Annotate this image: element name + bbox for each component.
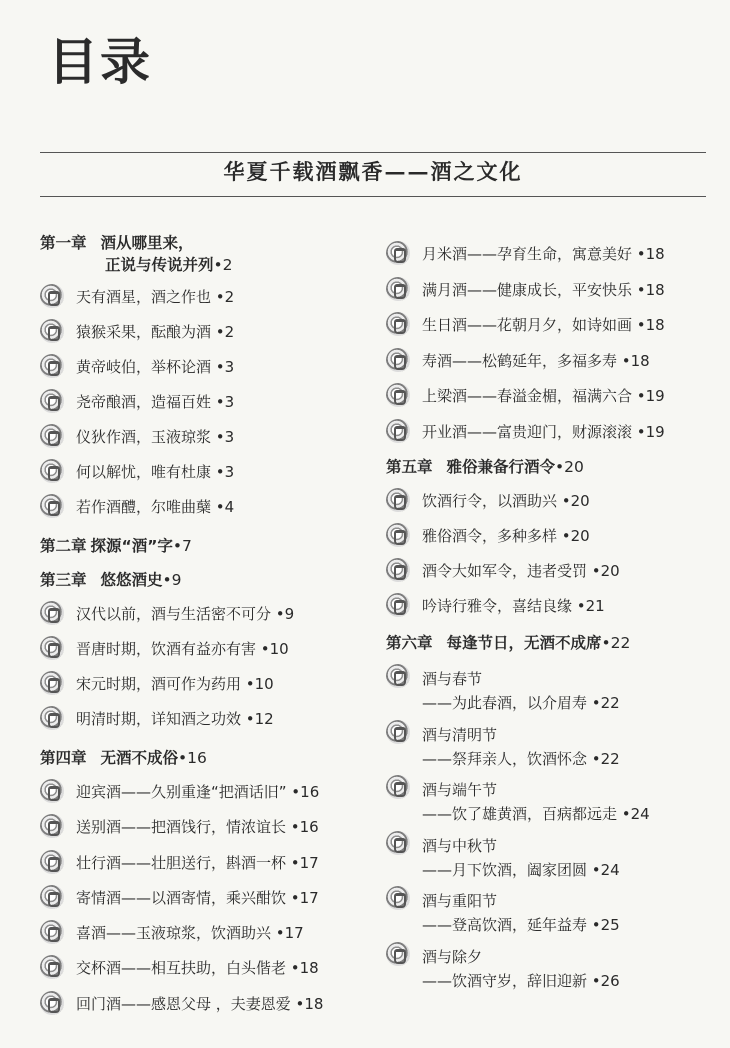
wine-seal-icon [386,348,410,372]
toc-entry[interactable] [386,523,716,558]
wine-seal-icon [40,779,64,803]
toc-entry[interactable] [386,277,716,313]
wine-seal-icon [40,459,64,483]
wine-seal-icon [40,284,64,308]
wine-seal-icon [386,942,410,966]
toc-chapter-3[interactable]: 第三章 悠悠酒史•9 [40,571,182,589]
toc-chapter-1[interactable]: 第一章 酒从哪里来， 正说与传说并列•2 [40,234,233,274]
toc-entry[interactable] [40,706,370,741]
subtitle-rule-bottom [40,196,706,197]
toc-entry-label: 迎宾酒——久别重逢“把酒话旧” •16 [76,783,320,801]
toc-entry-label: 酒令大如军令，违者受罚 •20 [422,562,620,580]
toc-entry[interactable] [40,991,370,1026]
toc-chapter-4[interactable]: 第四章 无酒不成俗•16 [40,749,207,767]
wine-seal-icon [40,601,64,625]
toc-entry-label: 寿酒——松鹤延年，多福多寿 •18 [422,351,650,370]
wine-seal-icon [386,383,410,407]
toc-left-column [40,232,370,1026]
wine-seal-icon [40,850,64,874]
toc-entry-label: 开业酒——富贵迎门，财源滚滚 •19 [422,422,665,441]
toc-entry[interactable] [386,558,716,593]
toc-entry-label: 送别酒——把酒饯行，情浓谊长 •16 [76,818,319,837]
toc-entry-subtitle: ——祭拜亲人，饮酒怀念 •22 [422,749,620,768]
toc-entry[interactable] [386,488,716,523]
wine-seal-icon [386,488,410,512]
wine-seal-icon [40,706,64,730]
toc-entry-label: 汉代以前，酒与生活密不可分 •9 [76,605,295,623]
toc-entry-label: 月米酒——孕育生命，寓意美好 •18 [422,245,665,263]
wine-seal-icon [386,593,410,617]
toc-entry-label: 喜酒——玉液琼浆，饮酒助兴 •17 [76,924,304,943]
toc-entry-subtitle: ——月下饮酒，阖家团圆 •24 [422,860,620,879]
toc-chapter-6[interactable]: 第六章 每逢节日，无酒不成席•22 [386,634,631,652]
toc-entry-title: 酒与中秋节 [422,836,498,855]
section-subtitle: 华夏千载酒飘香——酒之文化 [223,159,523,184]
toc-entry[interactable] [386,775,716,831]
toc-entry-label [422,886,620,937]
toc-entry-label: 吟诗行雅令，喜结良缘 •21 [422,597,605,615]
toc-entry-label [422,831,620,882]
toc-entry[interactable] [386,720,716,776]
toc-chapter-2[interactable]: 第二章 探源“酒”字•7 [40,537,192,555]
wine-seal-icon [40,671,64,695]
wine-seal-icon [40,814,64,838]
toc-entry-label [422,942,620,993]
toc-entry-label: 晋唐时期，饮酒有益亦有害 •10 [76,640,289,658]
wine-seal-icon [386,523,410,547]
toc-entry[interactable] [40,424,370,459]
toc-entry[interactable] [40,779,370,814]
wine-seal-icon [386,312,410,336]
toc-entry-subtitle: ——饮酒守岁，辞旧迎新 •26 [422,971,620,990]
toc-entry[interactable] [40,389,370,424]
wine-seal-icon [386,277,410,301]
toc-entry-label: 雅俗酒令，多种多样 •20 [422,527,590,545]
toc-entry-subtitle: ——登高饮酒，延年益寿 •25 [422,916,620,934]
toc-chapter-5[interactable]: 第五章 雅俗兼备行酒令•20 [386,458,584,476]
toc-entry-label: 黄帝岐伯，举杯论酒 •3 [76,358,235,376]
toc-entry[interactable] [386,942,716,998]
toc-entry-label: 天有酒星，酒之作也 •2 [76,288,235,306]
toc-entry[interactable] [40,920,370,955]
wine-seal-icon [386,831,410,855]
wine-seal-icon [40,354,64,378]
toc-entry[interactable] [386,312,716,348]
toc-entry-label: 宋元时期，酒可作为药用 •10 [76,675,274,693]
page-title: 目录 [48,33,152,91]
wine-seal-icon [40,955,64,979]
subtitle-rule-top [40,152,706,153]
toc-entry-subtitle: ——为此春酒，以介眉寿 •22 [422,694,620,712]
wine-seal-icon [40,920,64,944]
toc-entry[interactable] [40,814,370,849]
toc-entry[interactable] [40,671,370,706]
toc-entry-label: 生日酒——花朝月夕，如诗如画 •18 [422,316,665,334]
toc-entry[interactable] [40,885,370,920]
wine-seal-icon [40,319,64,343]
toc-entry[interactable] [40,354,370,389]
wine-seal-icon [386,720,410,744]
toc-entry-label: 尧帝酿酒，造福百姓 •3 [76,393,235,411]
wine-seal-icon [40,389,64,413]
toc-entry[interactable] [386,383,716,419]
toc-entry[interactable] [386,664,716,720]
wine-seal-icon [40,424,64,448]
wine-seal-icon [386,886,410,910]
toc-entry-label [422,720,620,771]
toc-entry-title: 酒与春节 [422,670,483,688]
toc-entry-label: 猿猴采果，酝酿为酒 •2 [76,323,235,341]
toc-right-column [386,241,716,997]
toc-entry[interactable] [386,348,716,384]
toc-entry[interactable] [386,241,716,277]
wine-seal-icon [40,885,64,909]
wine-seal-icon [386,241,410,265]
toc-entry[interactable] [40,601,370,636]
toc-entry-title: 酒与重阳节 [422,892,498,910]
toc-entry-label: 上梁酒——春溢金楣，福满六合 •19 [422,387,665,405]
toc-entry[interactable] [40,955,370,990]
wine-seal-icon [386,419,410,443]
wine-seal-icon [386,664,410,688]
toc-entry-label: 何以解忧，唯有杜康 •3 [76,463,235,481]
toc-entry[interactable] [386,886,716,942]
wine-seal-icon [386,558,410,582]
toc-entry-title: 酒与除夕 [422,947,483,966]
toc-entry[interactable] [40,319,370,354]
toc-entry[interactable] [40,636,370,671]
wine-seal-icon [40,636,64,660]
toc-entry[interactable] [40,850,370,885]
toc-entry-label [422,664,620,715]
toc-entry[interactable] [386,419,716,455]
toc-entry[interactable] [40,284,370,319]
wine-seal-icon [40,991,64,1015]
toc-entry[interactable] [40,459,370,494]
toc-entry-subtitle: ——饮了雄黄酒，百病都远走 •24 [422,805,650,823]
toc-entry-label: 交杯酒——相互扶助，白头偕老 •18 [76,959,319,978]
toc-entry-label [422,775,650,826]
toc-entry-label: 满月酒——健康成长，平安快乐 •18 [422,280,665,299]
toc-entry-label: 饮酒行令，以酒助兴 •20 [422,492,590,510]
toc-entry-label: 明清时期，详知酒之功效 •12 [76,710,274,728]
toc-entry-label: 若作酒醴，尔唯曲蘖 •4 [76,498,235,516]
toc-entry-label: 回门酒——感恩父母 ，夫妻恩爱 •18 [76,994,324,1013]
toc-entry-label: 仪狄作酒，玉液琼浆 •3 [76,428,235,446]
toc-entry-label: 壮行酒——壮胆送行，斟酒一杯 •17 [76,853,319,872]
toc-entry[interactable] [40,494,370,529]
toc-entry-title: 酒与端午节 [422,781,498,799]
toc-entry-label: 寄情酒——以酒寄情，乘兴酣饮 •17 [76,888,319,907]
toc-entry-title: 酒与清明节 [422,725,498,744]
wine-seal-icon [40,494,64,518]
toc-entry[interactable] [386,831,716,887]
toc-entry[interactable] [386,593,716,628]
wine-seal-icon [386,775,410,799]
